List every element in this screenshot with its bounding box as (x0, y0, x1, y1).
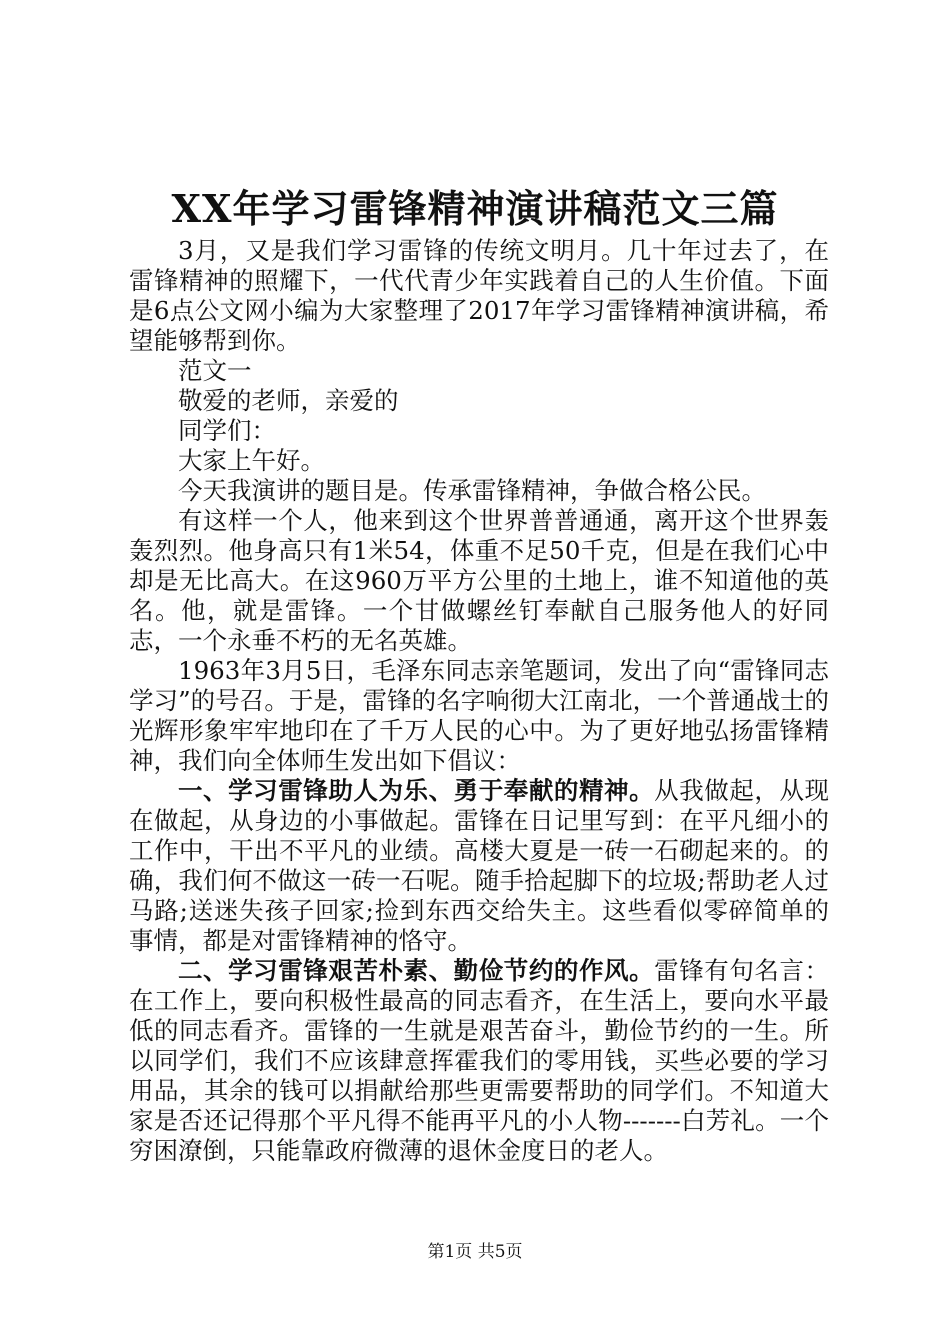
body-paragraph: 1963年3月5日，毛泽东同志亲笔题词，发出了向“雷锋同志学习”的号召。于是，雷锋的名字响彻大江南北，一个普通战士的光辉形象牢牢地印在了千万人民的心中。为了更好地弘扬雷锋精神，我们向全体师生发出如下倡议： (129, 656, 829, 775)
document-title: XX年学习雷锋精神演讲稿范文三篇 (171, 186, 779, 231)
point-one-heading: 一、学习雷锋助人为乐、勇于奉献的精神。 (178, 776, 655, 805)
document-body (129, 236, 829, 1166)
intro-paragraph: 3月，又是我们学习雷锋的传统文明月。几十年过去了，在雷锋精神的照耀下，一代代青少年实践着自己的人生价值。下面是6点公文网小编为大家整理了2017年学习雷锋精神演讲稿，希望能够帮到你。 (129, 236, 829, 355)
greeting: 大家上午好。 (178, 446, 325, 475)
speech-topic: 今天我演讲的题目是。传承雷锋精神，争做合格公民。 (178, 476, 766, 505)
point-two-paragraph (129, 956, 829, 1166)
body-paragraph: 有这样一个人，他来到这个世界普普通通，离开这个世界轰轰烈烈。他身高只有1米54，体重不足50千克，但是在我们心中却是无比高大。在这960万平方公里的土地上，谁不知道他的英名。他，就是雷锋。一个甘做螺丝钉奉献自己服务他人的好同志，一个永垂不朽的无名英雄。 (129, 506, 829, 655)
salutation-line-2: 同学们： (178, 416, 276, 445)
page-number: 第1页 共5页 (427, 1242, 523, 1262)
sample-heading: 范文一 (178, 356, 252, 385)
point-one-paragraph (129, 776, 829, 956)
point-two-body: 雷锋有句名言：在工作上，要向积极性最高的同志看齐，在生活上，要向水平最低的同志看齐。雷锋的一生就是艰苦奋斗，勤俭节约的一生。所以同学们，我们不应该肆意挥霍我们的零用钱，买些必要的学习用品，其余的钱可以捐献给那些更需要帮助的同学们。不知道大家是否还记得那个平凡得不能再平凡的小人物-------白芳礼。一个穷困潦倒，只能靠政府微薄的退休金度日的老人。 (129, 956, 829, 1165)
point-two-heading: 二、学习雷锋艰苦朴素、勤俭节约的作风。 (178, 956, 655, 985)
salutation-line-1: 敬爱的老师，亲爱的 (178, 386, 399, 415)
point-one-body: 从我做起，从现在做起，从身边的小事做起。雷锋在日记里写到：在平凡细小的工作中，干出不平凡的业绩。高楼大夏是一砖一石砌起来的。的确，我们何不做这一砖一石呢。随手拾起脚下的垃圾;帮助老人过马路;送迷失孩子回家;捡到东西交给失主。这些看似零碎简单的事情，都是对雷锋精神的恪守。 (129, 776, 829, 955)
